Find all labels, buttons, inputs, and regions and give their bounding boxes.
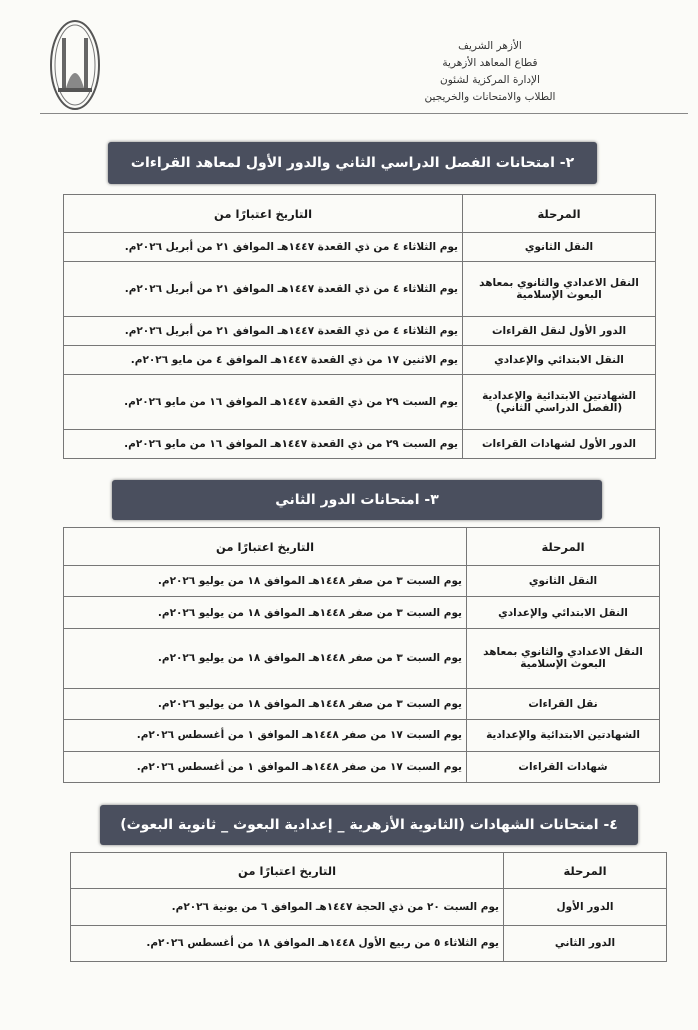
table-row: [71, 889, 667, 926]
column-header: المرحلة: [467, 528, 660, 566]
table-row: [64, 597, 660, 628]
date-cell: يوم السبت ٣ من صفر ١٤٤٨هـ الموافق ١٨ من يوليو ٢٠٢٦م.: [64, 628, 467, 688]
header-line: قطاع المعاهد الأزهرية: [442, 57, 538, 69]
schedule-table: [63, 527, 660, 783]
table-row: [64, 261, 656, 316]
stage-cell: الدور الأول لشهادات القراءات: [463, 430, 656, 459]
date-cell: يوم الاثنين ١٧ من ذي القعدة ١٤٤٧هـ الموافق ٤ من مايو ٢٠٢٦م.: [64, 345, 463, 374]
stage-cell: الشهادتين الابتدائية والإعدادية: [467, 720, 660, 751]
section-title: ٣- امتحانات الدور الثاني: [112, 480, 602, 520]
table-row: [64, 374, 656, 429]
table-row: [64, 566, 660, 597]
date-cell: يوم الثلاثاء ٤ من ذي القعدة ١٤٤٧هـ الموافق ٢١ من أبريل ٢٠٢٦م.: [64, 317, 463, 346]
stage-cell: نقل القراءات: [467, 688, 660, 719]
table-row: [64, 317, 656, 346]
date-cell: يوم السبت ٣ من صفر ١٤٤٨هـ الموافق ١٨ من يوليو ٢٠٢٦م.: [64, 688, 467, 719]
stage-cell: النقل الثانوي: [463, 233, 656, 262]
date-cell: يوم السبت ١٧ من صفر ١٤٤٨هـ الموافق ١ من أغسطس ٢٠٢٦م.: [64, 751, 467, 782]
table-row: [71, 925, 667, 962]
section-title: ٤- امتحانات الشهادات (الثانوية الأزهرية _ إعدادية البعوث _ ثانوية البعوث): [100, 805, 638, 845]
column-header: المرحلة: [463, 195, 656, 233]
date-cell: يوم السبت ٢٩ من ذي القعدة ١٤٤٧هـ الموافق ١٦ من مايو ٢٠٢٦م.: [64, 374, 463, 429]
table-row: [64, 688, 660, 719]
al-azhar-logo: [48, 18, 102, 112]
date-cell: يوم السبت ١٧ من صفر ١٤٤٨هـ الموافق ١ من أغسطس ٢٠٢٦م.: [64, 720, 467, 751]
date-cell: يوم السبت ٣ من صفر ١٤٤٨هـ الموافق ١٨ من يوليو ٢٠٢٦م.: [64, 597, 467, 628]
date-cell: يوم الثلاثاء ٥ من ربيع الأول ١٤٤٨هـ الموافق ١٨ من أغسطس ٢٠٢٦م.: [71, 925, 504, 962]
stage-cell: شهادات القراءات: [467, 751, 660, 782]
stage-cell: النقل الابتدائي والإعدادي: [467, 597, 660, 628]
date-cell: يوم السبت ٣ من صفر ١٤٤٨هـ الموافق ١٨ من يوليو ٢٠٢٦م.: [64, 566, 467, 597]
stage-cell: النقل الاعدادي والثانوي بمعاهد البعوث الإسلامية: [463, 261, 656, 316]
column-header: التاريخ اعتبارًا من: [71, 853, 504, 889]
column-header: التاريخ اعتبارًا من: [64, 528, 467, 566]
header-line: الطلاب والامتحانات والخريجين: [424, 91, 556, 103]
date-cell: يوم السبت ٢٩ من ذي القعدة ١٤٤٧هـ الموافق ١٦ من مايو ٢٠٢٦م.: [64, 430, 463, 459]
date-cell: يوم الثلاثاء ٤ من ذي القعدة ١٤٤٧هـ الموافق ٢١ من أبريل ٢٠٢٦م.: [64, 261, 463, 316]
header-divider: [40, 113, 688, 114]
stage-cell: الدور الأول: [504, 889, 667, 926]
date-cell: يوم السبت ٢٠ من ذي الحجة ١٤٤٧هـ الموافق ٦ من يونية ٢٠٢٦م.: [71, 889, 504, 926]
column-header: المرحلة: [504, 853, 667, 889]
stage-cell: الدور الأول لنقل القراءات: [463, 317, 656, 346]
column-header: التاريخ اعتبارًا من: [64, 195, 463, 233]
table-row: [64, 720, 660, 751]
header-line: الأزهر الشريف: [458, 40, 522, 52]
stage-cell: الشهادتين الابتدائية والإعدادية (الفصل الدراسي الثاني): [463, 374, 656, 429]
stage-cell: النقل الثانوي: [467, 566, 660, 597]
institution-header: [390, 38, 590, 106]
stage-cell: الدور الثاني: [504, 925, 667, 962]
table-row: [64, 233, 656, 262]
stage-cell: النقل الابتدائي والإعدادي: [463, 345, 656, 374]
table-row: [64, 345, 656, 374]
header-line: الإدارة المركزية لشئون: [440, 74, 540, 86]
date-cell: يوم الثلاثاء ٤ من ذي القعدة ١٤٤٧هـ الموافق ٢١ من أبريل ٢٠٢٦م.: [64, 233, 463, 262]
schedule-table: [70, 852, 667, 962]
table-row: [64, 430, 656, 459]
table-row: [64, 628, 660, 688]
stage-cell: النقل الاعدادي والثانوي بمعاهد البعوث الإسلامية: [467, 628, 660, 688]
table-row: [64, 751, 660, 782]
schedule-table: [63, 194, 656, 459]
section-title: ٢- امتحانات الفصل الدراسي الثاني والدور الأول لمعاهد القراءات: [108, 142, 597, 184]
